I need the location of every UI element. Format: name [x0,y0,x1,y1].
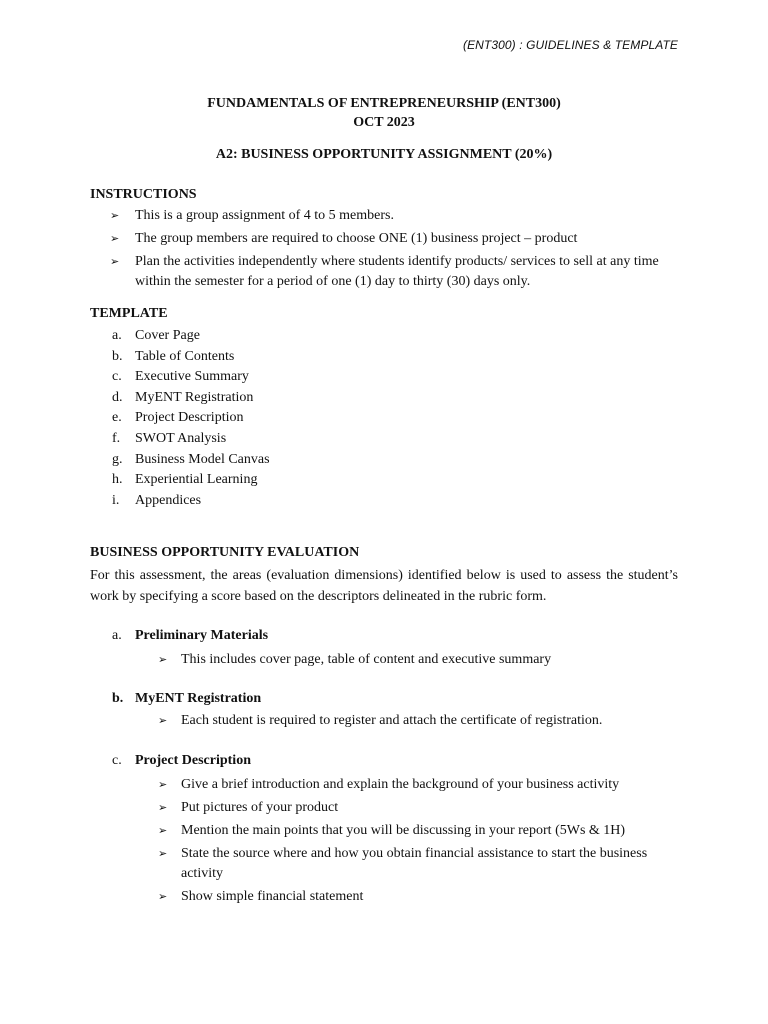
template-list [112,326,270,511]
list-item: ➢ State the source where and how you obtain financial assistance to start the business activity [158,846,648,881]
arrow-bullet-icon: ➢ [110,209,120,222]
list-item: a. Cover Page [112,328,200,343]
arrow-bullet-icon: ➢ [110,232,120,245]
document-title [0,94,768,132]
evaluation-section-preliminary: a. Preliminary Materials [112,628,269,643]
myent-list [158,711,680,734]
list-item: ➢ Put pictures of your product [158,798,680,818]
list-item: ➢ Mention the main points that you will be discussing in your report (5Ws & 1H) [158,821,680,841]
arrow-bullet-icon: ➢ [110,255,120,268]
arrow-bullet-icon: ➢ [158,890,168,903]
course-title: FUNDAMENTALS OF ENTREPRENEURSHIP (ENT300) [207,96,561,111]
evaluation-section-project: c. Project Description [112,753,251,768]
semester-label: OCT 2023 [353,115,415,130]
list-item: b. Table of Contents [112,348,235,364]
template-heading: TEMPLATE [90,306,168,321]
arrow-bullet-icon: ➢ [158,824,168,837]
list-item: ➢ Each student is required to register and attach the certificate of registration. [158,711,680,731]
evaluation-section-myent: b. MyENT Registration [112,691,262,706]
instructions-heading: INSTRUCTIONS [90,187,197,202]
running-header: (ENT300) : GUIDELINES & TEMPLATE [462,38,678,52]
list-item: d. MyENT Registration [112,389,254,405]
list-item: i. Appendices [112,492,202,508]
instructions-list [110,206,680,295]
arrow-bullet-icon: ➢ [158,801,168,814]
list-item: ➢ Plan the activities independently where students identify products/ services to sell at any time within the semester for a period of one (1) day to thirty (30) days only. [110,254,659,289]
preliminary-list [158,650,680,673]
assignment-title: A2: BUSINESS OPPORTUNITY ASSIGNMENT (20%) [215,147,553,162]
list-item: ➢ The group members are required to choose ONE (1) business project – product [110,229,680,249]
list-item: ➢ This is a group assignment of 4 to 5 members. [110,206,680,226]
arrow-bullet-icon: ➢ [158,778,168,791]
list-item: ➢ Show simple financial statement [158,887,680,907]
list-item: g. Business Model Canvas [112,451,270,467]
arrow-bullet-icon: ➢ [158,653,168,666]
arrow-bullet-icon: ➢ [158,847,168,860]
list-item: ➢ Give a brief introduction and explain the background of your business activity [158,775,680,795]
arrow-bullet-icon: ➢ [158,714,168,727]
evaluation-heading: BUSINESS OPPORTUNITY EVALUATION [90,545,360,560]
list-item: c. Executive Summary [112,369,249,385]
list-item: ➢ This includes cover page, table of content and executive summary [158,650,680,670]
evaluation-intro: For this assessment, the areas (evaluation dimensions) identified below is used to assess the student’s work by specifying a score based on the descriptors delineated in the rubric form. [90,568,678,604]
list-item: f. SWOT Analysis [112,430,227,446]
list-item: h. Experiential Learning [112,472,258,488]
project-list [158,775,680,910]
list-item: e. Project Description [112,410,244,426]
